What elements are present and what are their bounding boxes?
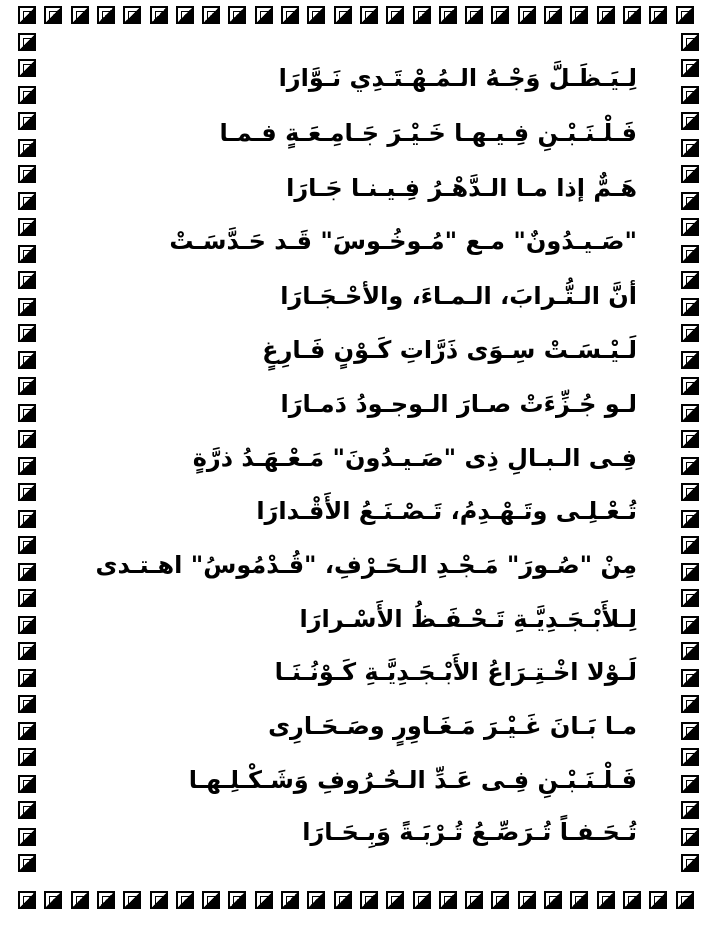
border-tile-icon (681, 192, 699, 210)
border-tile-icon (97, 891, 115, 909)
verse-3: هَـمٌّ إذا مـا الـدَّهْـرُ فِـيـنـا جَـارَا (286, 174, 637, 202)
border-tile-icon (150, 6, 168, 24)
border-tile-icon (18, 457, 36, 475)
verse-9: تُـعْـلِـى وتَـهْـدِمُ، تَـصْـنَـعُ الأَقْـدارَا (256, 497, 637, 525)
border-tile-icon (281, 6, 299, 24)
border-tile-icon (44, 6, 62, 24)
border-tile-icon (18, 139, 36, 157)
border-tile-icon (681, 854, 699, 872)
border-tile-icon (681, 404, 699, 422)
border-tile-icon (18, 86, 36, 104)
border-tile-icon (681, 669, 699, 687)
border-tile-icon (44, 891, 62, 909)
border-tile-icon (123, 891, 141, 909)
border-tile-icon (439, 6, 457, 24)
border-tile-icon (176, 891, 194, 909)
border-tile-icon (18, 801, 36, 819)
border-tile-icon (18, 510, 36, 528)
border-tile-icon (386, 891, 404, 909)
border-tile-icon (681, 642, 699, 660)
border-tile-icon (360, 891, 378, 909)
border-tile-icon (676, 6, 694, 24)
border-tile-icon (228, 891, 246, 909)
border-tile-icon (18, 563, 36, 581)
border-tile-icon (681, 271, 699, 289)
border-tile-icon (386, 6, 404, 24)
border-tile-icon (71, 6, 89, 24)
border-tile-icon (18, 59, 36, 77)
border-tile-icon (71, 891, 89, 909)
border-tile-icon (18, 722, 36, 740)
border-tile-icon (544, 891, 562, 909)
border-tile-icon (18, 192, 36, 210)
border-tile-icon (18, 218, 36, 236)
border-tile-icon (281, 891, 299, 909)
border-tile-icon (150, 891, 168, 909)
border-tile-icon (18, 828, 36, 846)
verse-12: لَـوْلا اخْـتِـرَاعُ الأَبْـجَـدِيَّـةِ كَـوْنُـنَـا (274, 658, 637, 686)
border-tile-icon (681, 695, 699, 713)
border-tile-icon (681, 351, 699, 369)
border-tile-icon (465, 6, 483, 24)
border-tile-icon (18, 483, 36, 501)
border-tile-icon (360, 6, 378, 24)
border-tile-icon (681, 510, 699, 528)
verse-2: فَـلْـنَـبْـنِ فِـيـهـا خَـيْـرَ جَـامِـعَـةٍ فـمـا (219, 119, 637, 147)
border-tile-icon (465, 891, 483, 909)
border-tile-icon (334, 891, 352, 909)
border-tile-icon (18, 616, 36, 634)
border-tile-icon (491, 6, 509, 24)
border-tile-icon (681, 324, 699, 342)
border-tile-icon (18, 6, 36, 24)
border-tile-icon (307, 6, 325, 24)
verse-6: لَـيْـسَـتْ سِـوَى ذَرَّاتِ كَـوْنٍ فَـارِغٍ (262, 336, 637, 364)
border-tile-icon (491, 891, 509, 909)
border-tile-icon (681, 218, 699, 236)
border-tile-icon (18, 404, 36, 422)
border-tile-icon (623, 6, 641, 24)
border-tile-icon (255, 6, 273, 24)
border-tile-icon (681, 828, 699, 846)
border-tile-icon (307, 891, 325, 909)
border-tile-icon (681, 775, 699, 793)
border-tile-icon (18, 271, 36, 289)
border-tile-icon (681, 33, 699, 51)
border-tile-icon (18, 245, 36, 263)
verse-7: لـو جُـزِّءَتْ صـارَ الـوجـودُ دَمـارَا (280, 390, 637, 418)
border-tile-icon (518, 6, 536, 24)
verse-11: لِـلأَبْـجَـدِيَّـةِ تَـحْـفَـظُ الأَسْـرارَا (299, 605, 637, 633)
border-tile-icon (18, 536, 36, 554)
border-tile-icon (18, 377, 36, 395)
border-tile-icon (228, 6, 246, 24)
border-tile-icon (18, 695, 36, 713)
border-tile-icon (570, 891, 588, 909)
border-tile-icon (681, 536, 699, 554)
border-tile-icon (255, 891, 273, 909)
border-tile-icon (439, 891, 457, 909)
border-tile-icon (681, 589, 699, 607)
border-tile-icon (123, 6, 141, 24)
border-tile-icon (681, 616, 699, 634)
border-tile-icon (176, 6, 194, 24)
verse-4: "صَـيـدُونٌ" مـع "مُـوخُـوسَ" قَـد حَـدَّسَـتْ (169, 227, 637, 255)
verse-13: مـا بَـانَ غَـيْـرَ مَـغَـاوِرٍ وصَـحَـارِى (268, 712, 637, 740)
border-tile-icon (597, 6, 615, 24)
border-tile-icon (681, 245, 699, 263)
border-tile-icon (681, 457, 699, 475)
border-tile-icon (681, 59, 699, 77)
border-tile-icon (202, 6, 220, 24)
border-tile-icon (649, 6, 667, 24)
border-tile-icon (681, 165, 699, 183)
border-tile-icon (676, 891, 694, 909)
border-tile-icon (597, 891, 615, 909)
border-tile-icon (681, 748, 699, 766)
verse-14: فَـلْـنَـبْـنِ فِـى عَـدِّ الـحُـرُوفِ وَشَـكْـلِـهـا (188, 766, 637, 794)
border-tile-icon (570, 6, 588, 24)
border-tile-icon (681, 86, 699, 104)
border-tile-icon (18, 112, 36, 130)
border-tile-icon (623, 891, 641, 909)
border-tile-icon (18, 589, 36, 607)
border-tile-icon (18, 775, 36, 793)
border-tile-icon (544, 6, 562, 24)
border-tile-icon (413, 891, 431, 909)
verse-8: فِـى الـبـالِ ذِى "صَـيـدُونَ" مَـعْـهَـدُ ذرَّةٍ (192, 444, 637, 472)
border-tile-icon (413, 6, 431, 24)
border-tile-icon (18, 33, 36, 51)
border-tile-icon (681, 112, 699, 130)
border-tile-icon (18, 642, 36, 660)
border-tile-icon (518, 891, 536, 909)
border-tile-icon (649, 891, 667, 909)
border-tile-icon (202, 891, 220, 909)
verse-5: أنَّ الـتُّـرابَ، الـمـاءَ، والأحْـجَـارَا (280, 282, 637, 310)
border-tile-icon (681, 139, 699, 157)
border-tile-icon (18, 324, 36, 342)
border-tile-icon (18, 165, 36, 183)
border-tile-icon (18, 748, 36, 766)
verse-10: مِنْ "صُـورَ" مَـجْـدِ الـحَـرْفِ، "قُـدْمُوسُ" اهـتـدى (95, 551, 637, 579)
border-tile-icon (18, 430, 36, 448)
verse-1: لِـيَـظَـلَّ وَجْـهُ الـمُـهْـتَـدِي نَـوَّارَا (278, 64, 637, 92)
border-tile-icon (18, 854, 36, 872)
border-tile-icon (681, 563, 699, 581)
border-tile-icon (681, 377, 699, 395)
border-tile-icon (681, 722, 699, 740)
border-tile-icon (334, 6, 352, 24)
border-tile-icon (681, 801, 699, 819)
border-tile-icon (681, 430, 699, 448)
border-tile-icon (18, 351, 36, 369)
border-tile-icon (97, 6, 115, 24)
border-tile-icon (18, 669, 36, 687)
border-tile-icon (18, 298, 36, 316)
border-tile-icon (681, 483, 699, 501)
border-tile-icon (18, 891, 36, 909)
border-tile-icon (681, 298, 699, 316)
verse-15: تُـحَـفـاً تُـرَصِّـعُ تُـرْبَـةً وَبِـحَـارَا (302, 818, 637, 846)
